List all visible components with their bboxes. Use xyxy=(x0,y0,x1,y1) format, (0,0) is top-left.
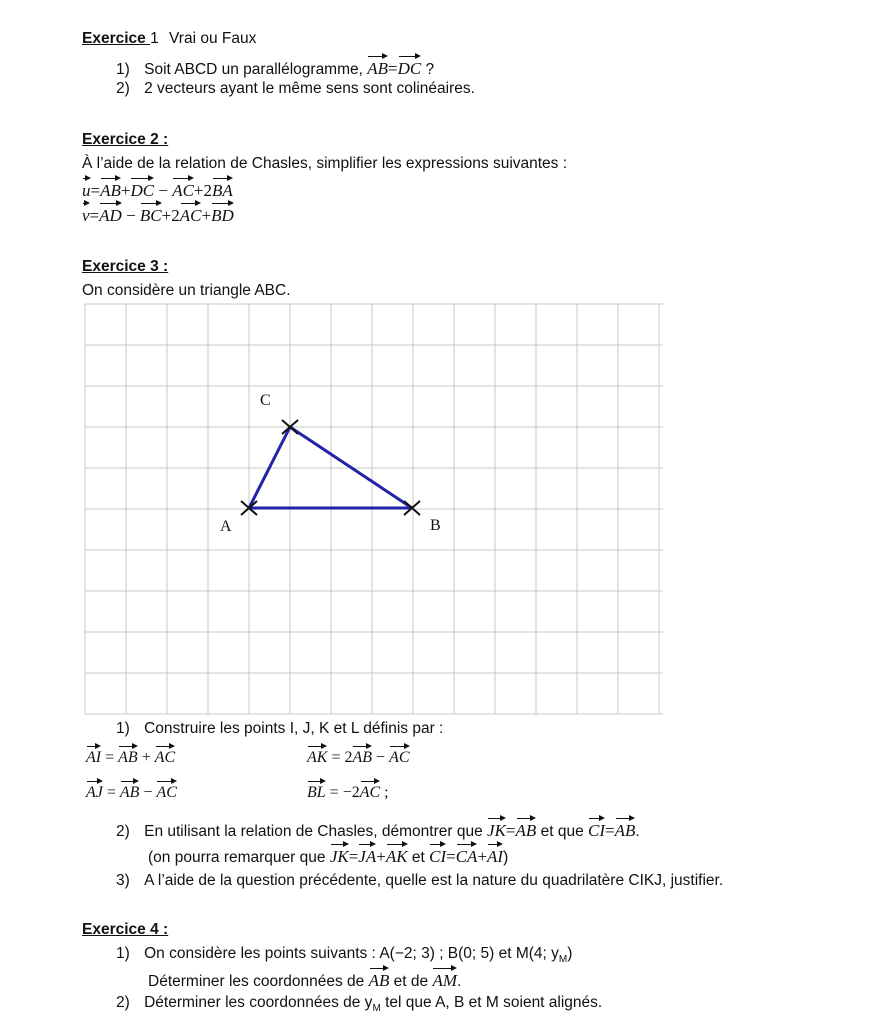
label-c: C xyxy=(260,392,271,409)
label-b: B xyxy=(430,517,441,534)
exercise-4-question-1 xyxy=(116,945,572,965)
question-text: Soit ABCD un parallélogramme, xyxy=(144,61,363,78)
vector-ca: CA xyxy=(456,842,478,865)
exercise-2-title: Exercice 2 : xyxy=(82,131,169,148)
connector-text: et de xyxy=(393,973,429,990)
vector-am: AM xyxy=(432,966,457,989)
question-text-end: tel que A, B et M soient alignés. xyxy=(385,994,603,1011)
operator: − xyxy=(376,749,386,766)
vector-jk: JK xyxy=(330,842,349,865)
equals-sign: = xyxy=(446,847,456,866)
equals-sign: = xyxy=(505,821,516,840)
vector-ad: AD xyxy=(99,201,122,224)
vector-ai: AI xyxy=(86,744,101,766)
operator: +2 xyxy=(193,181,213,200)
vector-ac: AC xyxy=(155,744,175,766)
exercise-1-question-2 xyxy=(116,80,475,98)
vector-ab: AB xyxy=(615,816,636,839)
equals-sign: = xyxy=(605,821,615,840)
question-number: 1) xyxy=(116,61,130,78)
vector-dc: DC xyxy=(130,176,154,199)
question-mark: ? xyxy=(425,61,435,78)
exercise-4-question-1b xyxy=(148,966,461,991)
vector-ak: AK xyxy=(307,744,327,766)
equals-sign: = xyxy=(105,749,115,766)
question-text: En utilisant la relation de Chasles, démontrer que xyxy=(144,823,483,840)
exercise-1-question-1 xyxy=(116,54,434,79)
question-number: 2) xyxy=(116,994,130,1011)
question-number: 1) xyxy=(116,945,130,962)
question-text: Déterminer les coordonnées de xyxy=(148,973,365,990)
operator: − xyxy=(158,181,168,200)
semicolon: ; xyxy=(384,784,389,801)
exercise-2-intro: À l’aide de la relation de Chasles, simplifier les expressions suivantes : xyxy=(82,155,568,172)
question-number: 3) xyxy=(116,872,130,889)
operator: − xyxy=(126,206,136,225)
exercise-1-number: 1 xyxy=(150,30,159,47)
close-paren: ) xyxy=(503,849,509,866)
question-number: 2) xyxy=(116,80,130,97)
question-number: 2) xyxy=(116,823,130,840)
vector-jk: JK xyxy=(487,816,506,839)
exercise-4-question-2 xyxy=(116,994,602,1014)
period: . xyxy=(635,823,640,840)
vector-ab: AB xyxy=(352,744,372,766)
question-text: On considère les points suivants : A(−2; 3) ; B(0; 5) et M(4; y xyxy=(144,945,559,962)
vector-ac: AC xyxy=(172,176,194,199)
vector-ab: AB xyxy=(118,744,138,766)
vector-ai: AI xyxy=(487,842,503,865)
vector-bd: BD xyxy=(211,201,234,224)
exercise-3-hint xyxy=(148,842,508,867)
vector-v: v xyxy=(82,201,90,224)
label-a: A xyxy=(220,518,232,535)
question-text: A l’aide de la question précédente, quelle est la nature du quadrilatère CIKJ, justifier. xyxy=(144,872,724,889)
question-text: Déterminer les coordonnées de y xyxy=(144,994,373,1011)
vector-ci: CI xyxy=(588,816,605,839)
equals-coefficient: = −2 xyxy=(329,784,360,801)
vector-ak: AK xyxy=(386,842,408,865)
connector-text: et que xyxy=(540,823,584,840)
question-text: Construire les points I, J, K et L définis par : xyxy=(144,720,444,737)
exercise-3-question-1 xyxy=(116,720,443,738)
vector-ab: AB xyxy=(367,54,388,77)
exercise-1-heading xyxy=(82,30,256,48)
definition-ai xyxy=(86,744,175,767)
exercise-3-title: Exercice 3 : xyxy=(82,258,169,275)
equals-sign: = xyxy=(348,847,359,866)
period: . xyxy=(457,973,462,990)
vector-ja: JA xyxy=(358,842,376,865)
expression-u xyxy=(82,176,233,201)
vector-aj: AJ xyxy=(86,779,103,801)
operator: +2 xyxy=(161,206,180,225)
exercise-3-question-2 xyxy=(116,816,640,841)
vector-ac: AC xyxy=(180,201,202,224)
equals-coefficient: = 2 xyxy=(331,749,353,766)
operator: + xyxy=(376,847,386,866)
vector-ab: AB xyxy=(100,176,121,199)
triangle-figure xyxy=(84,303,664,715)
vector-ab: AB xyxy=(120,779,140,801)
subscript: M xyxy=(372,1003,381,1015)
definition-bl xyxy=(307,779,389,802)
exercise-1-subtitle: Vrai ou Faux xyxy=(169,30,257,47)
hint-text: (on pourra remarquer que xyxy=(148,849,326,866)
close-paren: ) xyxy=(567,945,573,962)
vector-bl: BL xyxy=(307,779,326,801)
question-number: 1) xyxy=(116,720,130,737)
exercise-3-question-3 xyxy=(116,872,723,890)
vector-ab: AB xyxy=(516,816,537,839)
operator: − xyxy=(143,784,153,801)
vector-ac: AC xyxy=(389,744,409,766)
definition-aj xyxy=(86,779,177,802)
operator: + xyxy=(120,181,131,200)
exercise-3-intro: On considère un triangle ABC. xyxy=(82,282,291,299)
exercise-4-title: Exercice 4 : xyxy=(82,921,169,938)
equals-sign: = xyxy=(388,59,398,78)
question-text: 2 vecteurs ayant le même sens sont colinéaires. xyxy=(144,80,475,97)
vector-u: u xyxy=(82,176,91,199)
subscript: M xyxy=(558,954,568,966)
equals-sign: = xyxy=(90,181,101,200)
vector-ci: CI xyxy=(429,842,446,865)
vector-dc: DC xyxy=(398,54,422,77)
connector-text: et xyxy=(411,849,425,866)
vector-ab: AB xyxy=(369,966,390,989)
operator: + xyxy=(201,206,212,225)
equals-sign: = xyxy=(106,784,116,801)
operator: + xyxy=(477,847,488,866)
vector-bc: BC xyxy=(140,201,162,224)
vector-ba: BA xyxy=(212,176,233,199)
vector-ac: AC xyxy=(156,779,176,801)
vector-ac: AC xyxy=(360,779,380,801)
exercise-1-title: Exercice xyxy=(82,30,151,47)
definition-ak xyxy=(307,744,410,767)
equals-sign: = xyxy=(89,206,100,225)
expression-v xyxy=(82,201,234,226)
operator: + xyxy=(141,749,151,766)
